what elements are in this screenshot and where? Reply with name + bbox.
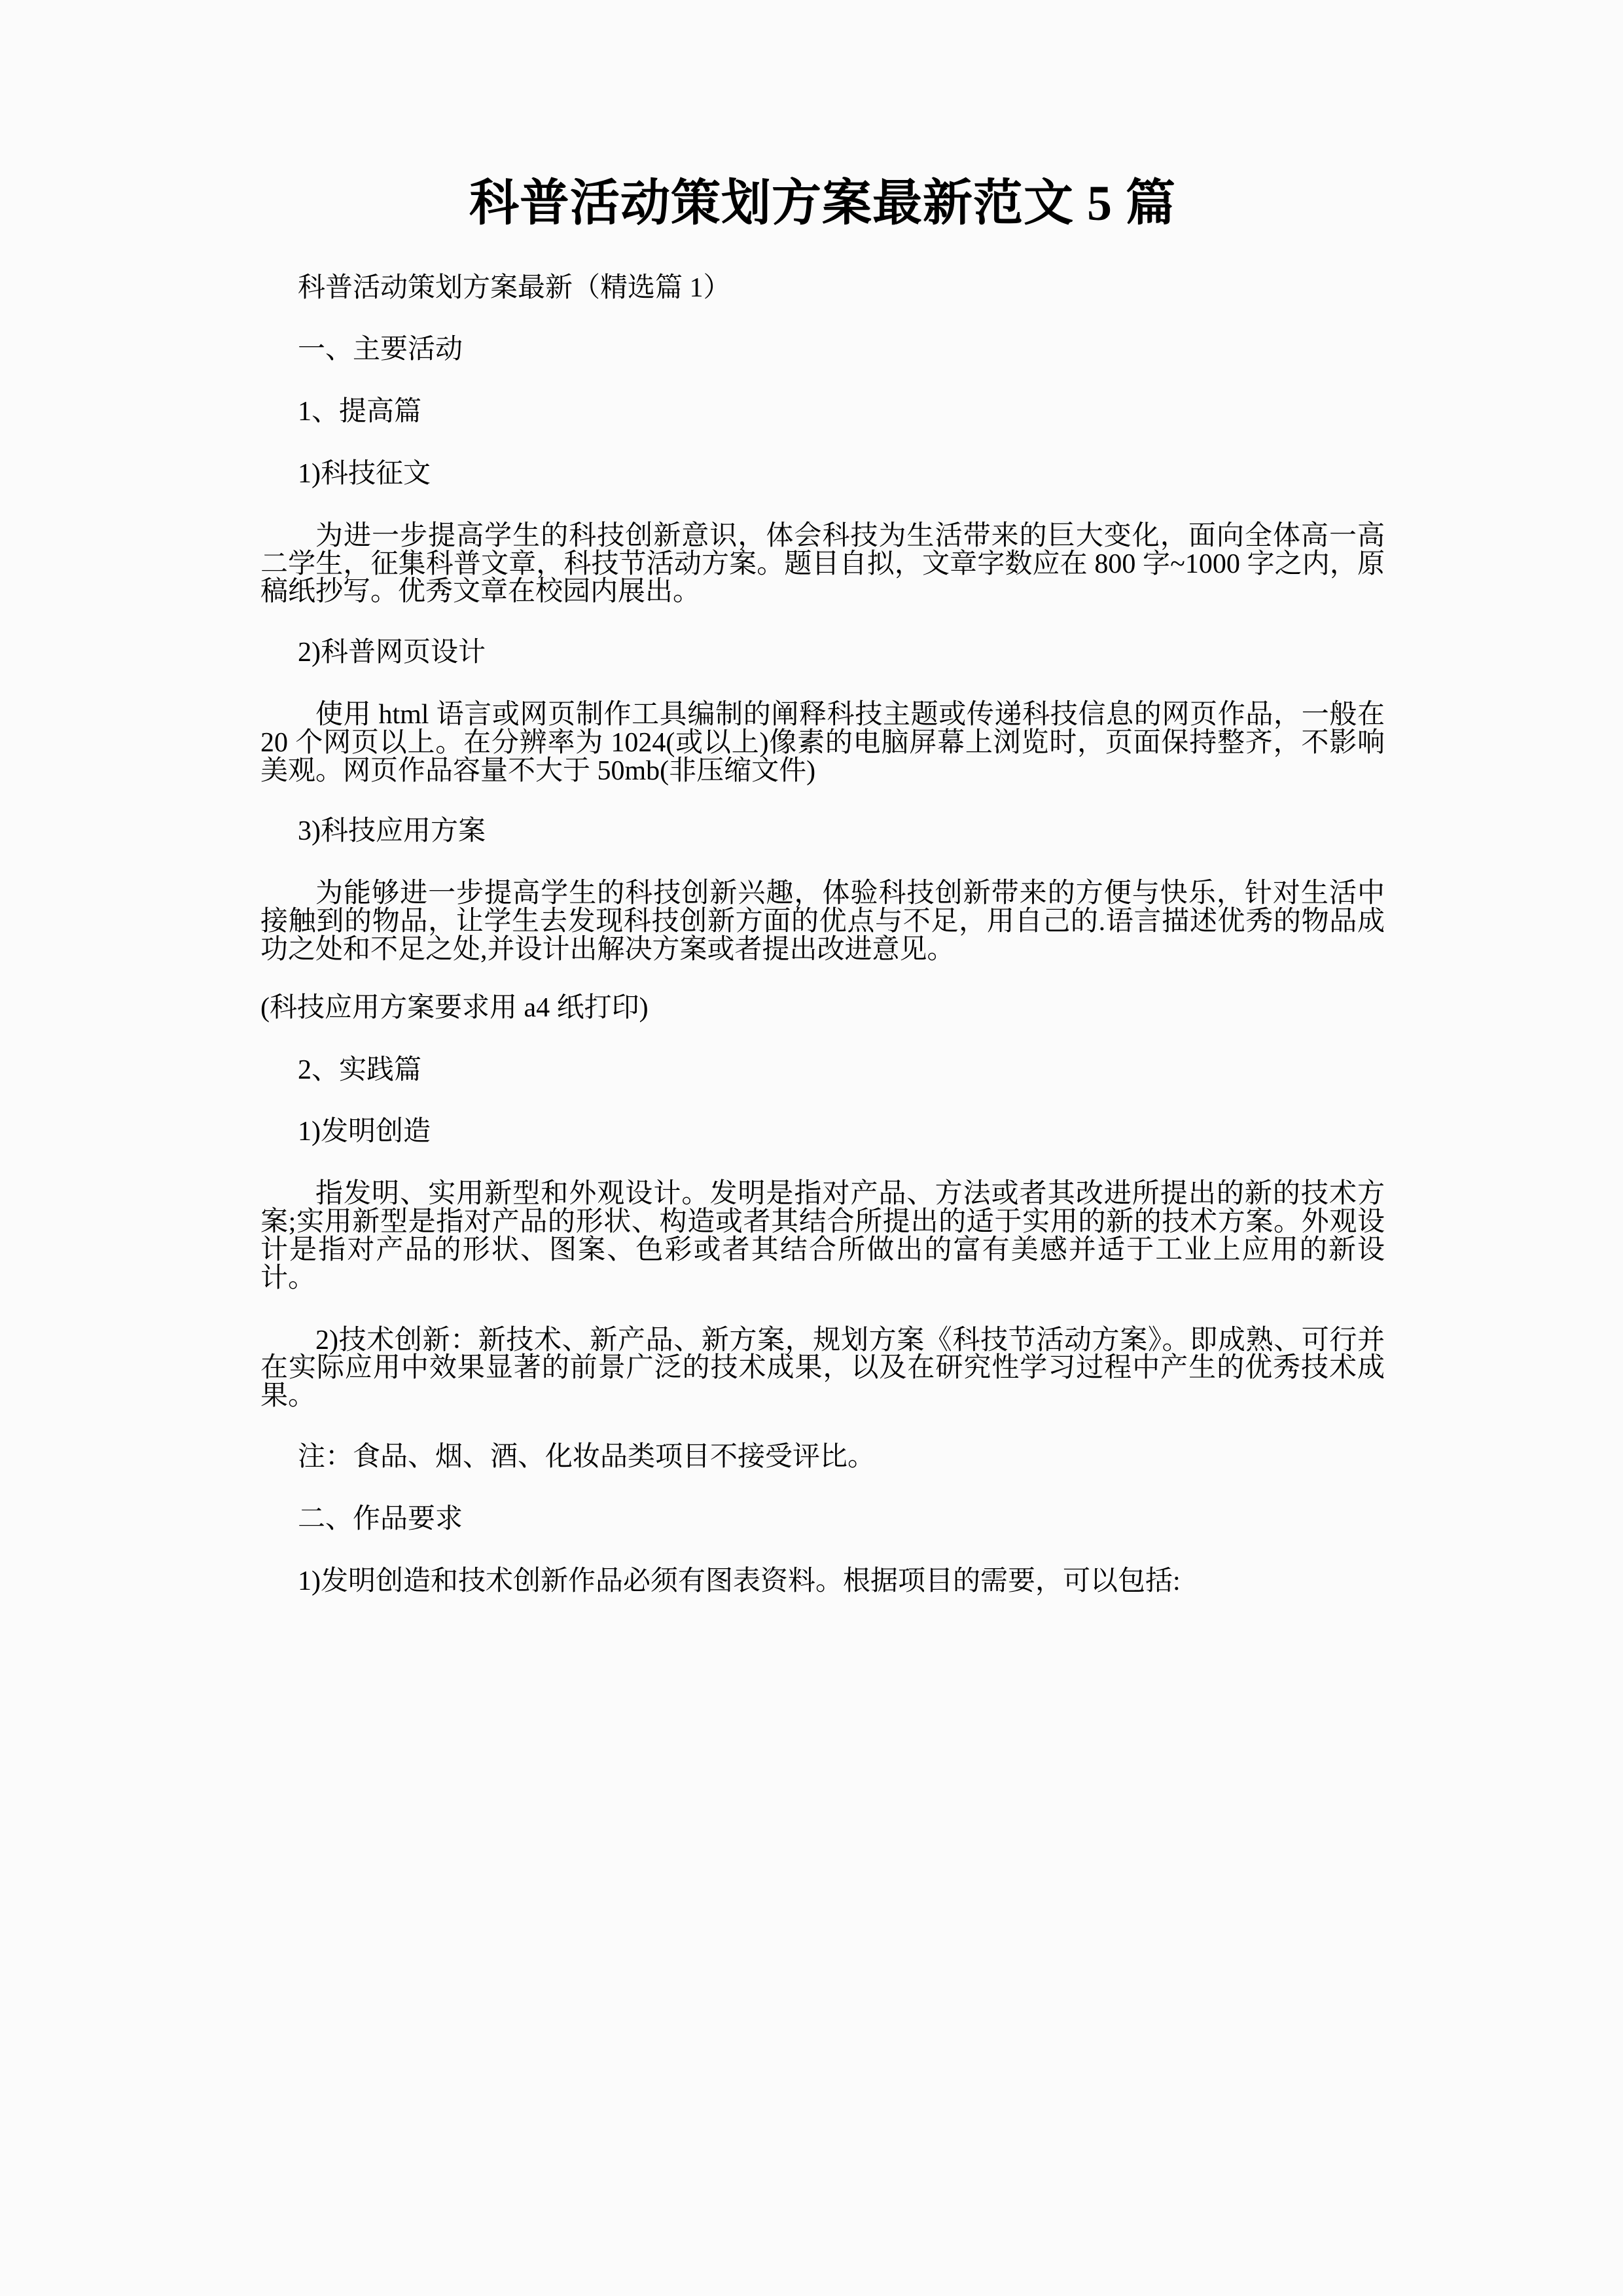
section-heading: 3)科技应用方案 bbox=[298, 816, 486, 847]
document-body bbox=[260, 302, 1385, 1595]
section-heading: 二、作品要求 bbox=[298, 1503, 463, 1534]
section-heading: 1、提高篇 bbox=[298, 397, 422, 427]
note-line: (科技应用方案要求用 a4 纸打印) bbox=[260, 992, 649, 1023]
document-content bbox=[260, 0, 1385, 1596]
section-heading: 2)科普网页设计 bbox=[298, 637, 486, 668]
body-paragraph: 为进一步提高学生的科技创新意识，体会科技为生活带来的巨大变化，面向全体高一高二学生，征集科普文章，科技节活动方案。题目自拟，文章字数应在 800 字~1000 字之内，原稿纸抄写。优秀文章在校园内展出。 bbox=[260, 520, 1385, 607]
section-heading: 注：食品、烟、酒、化妆品类项目不接受评比。 bbox=[298, 1442, 876, 1473]
page-title: 科普活动策划方案最新范文 5 篇 bbox=[469, 176, 1176, 231]
body-paragraph: 指发明、实用新型和外观设计。发明是指对产品、方法或者其改进所提出的新的技术方案;实用新型是指对产品的形状、构造或者其结合所提出的适于实用的新的技术方案。外观设计是指对产品的形状、图案、色彩或者其结合所做出的富有美感并适于工业上应用的新设计。 bbox=[260, 1179, 1385, 1293]
section-heading: 一、主要活动 bbox=[298, 334, 463, 365]
section-heading: 1)发明创造 bbox=[298, 1117, 431, 1147]
section-heading: 2、实践篇 bbox=[298, 1054, 422, 1085]
body-paragraph: 为能够进一步提高学生的科技创新兴趣，体验科技创新带来的方便与快乐，针对生活中接触到的物品，让学生去发现科技创新方面的优点与不足，用自己的.语言描述优秀的物品成功之处和不足之处,并设计出解决方案或者提出改进意见。 bbox=[260, 878, 1385, 965]
section-heading: 1)发明创造和技术创新作品必须有图表资料。根据项目的需要，可以包括: bbox=[298, 1566, 1181, 1596]
body-paragraph: 2)技术创新：新技术、新产品、新方案，规划方案《科技节活动方案》。即成熟、可行并在实际应用中效果显著的前景广泛的技术成果，以及在研究性学习过程中产生的优秀技术成果。 bbox=[260, 1325, 1385, 1412]
section-heading: 1)科技征文 bbox=[298, 458, 431, 489]
document-subtitle: 科普活动策划方案最新（精选篇 1） bbox=[298, 273, 731, 304]
body-paragraph: 使用 html 语言或网页制作工具编制的阐释科技主题或传递科技信息的网页作品，一般在 20 个网页以上。在分辨率为 1024(或以上)像素的电脑屏幕上浏览时，页面保持整齐，不影响美观。网页作品容量不大于 50mb(非压缩文件) bbox=[260, 699, 1385, 786]
